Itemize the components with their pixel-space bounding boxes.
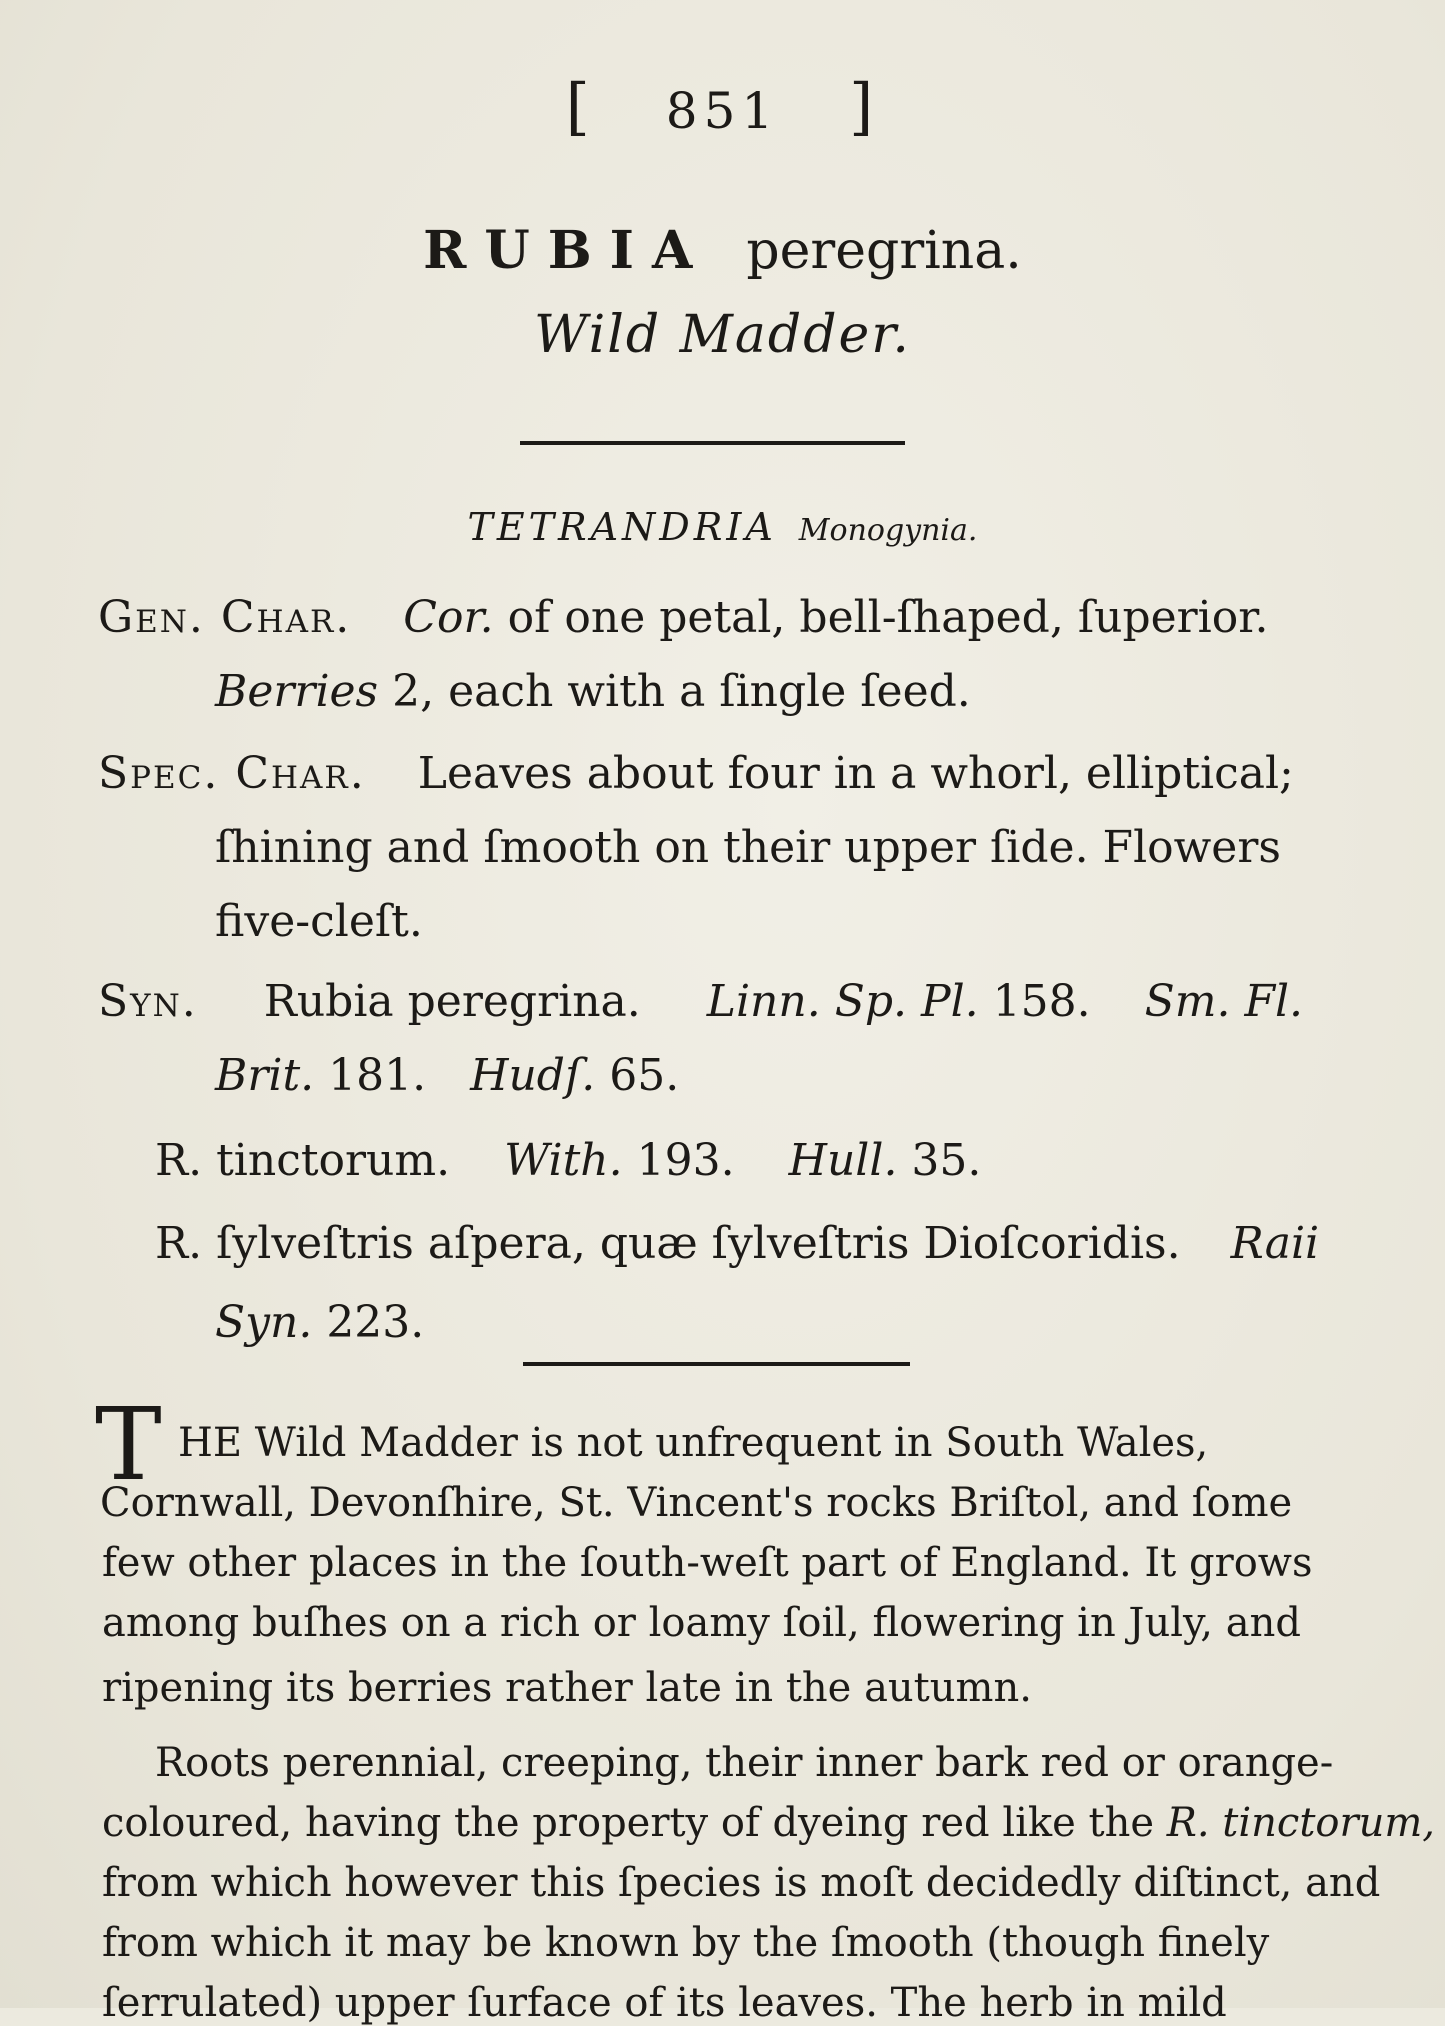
body-line-1: HE Wild Madder is not unfrequent in South Wales,: [178, 1420, 1209, 1466]
genus-name: RUBIA: [423, 220, 711, 281]
drop-cap: T: [95, 1386, 162, 1503]
body-line-8: from which however this ſpecies is moſt decidedly diſtinct, and: [102, 1860, 1381, 1906]
spec-char-line-1: Spec. Char. Leaves about four in a whorl, elliptical;: [98, 748, 1294, 799]
body-line-2: Cornwall, Devonſhire, St. Vincent's rocks Briſtol, and ſome: [100, 1480, 1293, 1526]
species-name: peregrina.: [746, 221, 1022, 281]
syn-label: Syn.: [98, 976, 198, 1027]
species-title: [0, 220, 1445, 281]
class-name: TETRANDRIA: [467, 505, 777, 549]
gen-char-line-2: Berries 2, each with a ſingle ſeed.: [215, 666, 971, 717]
syn-line-2: Brit. 181. Hudſ. 65.: [215, 1050, 680, 1101]
body-line-9: from which it may be known by the ſmooth (though finely: [102, 1920, 1270, 1966]
syn-line-3: R. tinctorum. With. 193. Hull. 35.: [155, 1135, 982, 1186]
body-line-4: among buſhes on a rich or loamy ſoil, flowering in July, and: [102, 1600, 1301, 1646]
syn-line-4: R. ſylveſtris aſpera, quæ ſylveſtris Dioſcoridis. Raii: [155, 1218, 1320, 1269]
syn-line-1: Syn. Rubia peregrina. Linn. Sp. Pl. 158. Sm. Fl.: [98, 976, 1304, 1027]
linnaean-classification: [0, 505, 1445, 549]
body-line-3: few other places in the ſouth-weſt part of England. It grows: [102, 1540, 1313, 1586]
gen-char-line-1: Gen. Char. Cor. of one petal, bell-ſhaped, ſuperior.: [98, 592, 1269, 643]
order-name: Monogynia.: [798, 513, 978, 548]
body-line-10: ſerrulated) upper ſurface of its leaves. The herb in mild: [102, 1980, 1227, 2026]
bracket-close: ]: [849, 70, 880, 143]
spec-char-line-2: ſhining and ſmooth on their upper ſide. Flowers: [215, 822, 1281, 873]
divider-rule-bottom: [523, 1362, 910, 1366]
body-line-5: ripening its berries rather late in the autumn.: [102, 1665, 1032, 1711]
bracket-open: [: [565, 70, 596, 143]
spec-char-line-3: five-cleſt.: [215, 896, 423, 947]
body-line-7: coloured, having the property of dyeing red like the R. tinctorum,: [102, 1800, 1436, 1846]
page-number-value: 851: [665, 82, 780, 140]
common-name: Wild Madder.: [534, 305, 911, 365]
spec-char-label: Spec. Char.: [98, 748, 366, 799]
divider-rule-top: [520, 441, 905, 445]
gen-char-label: Gen. Char.: [98, 592, 352, 643]
syn-line-5: Syn. 223.: [215, 1297, 425, 1348]
body-line-6: Roots perennial, creeping, their inner bark red or orange-: [155, 1740, 1334, 1786]
page-number: [0, 70, 1445, 143]
